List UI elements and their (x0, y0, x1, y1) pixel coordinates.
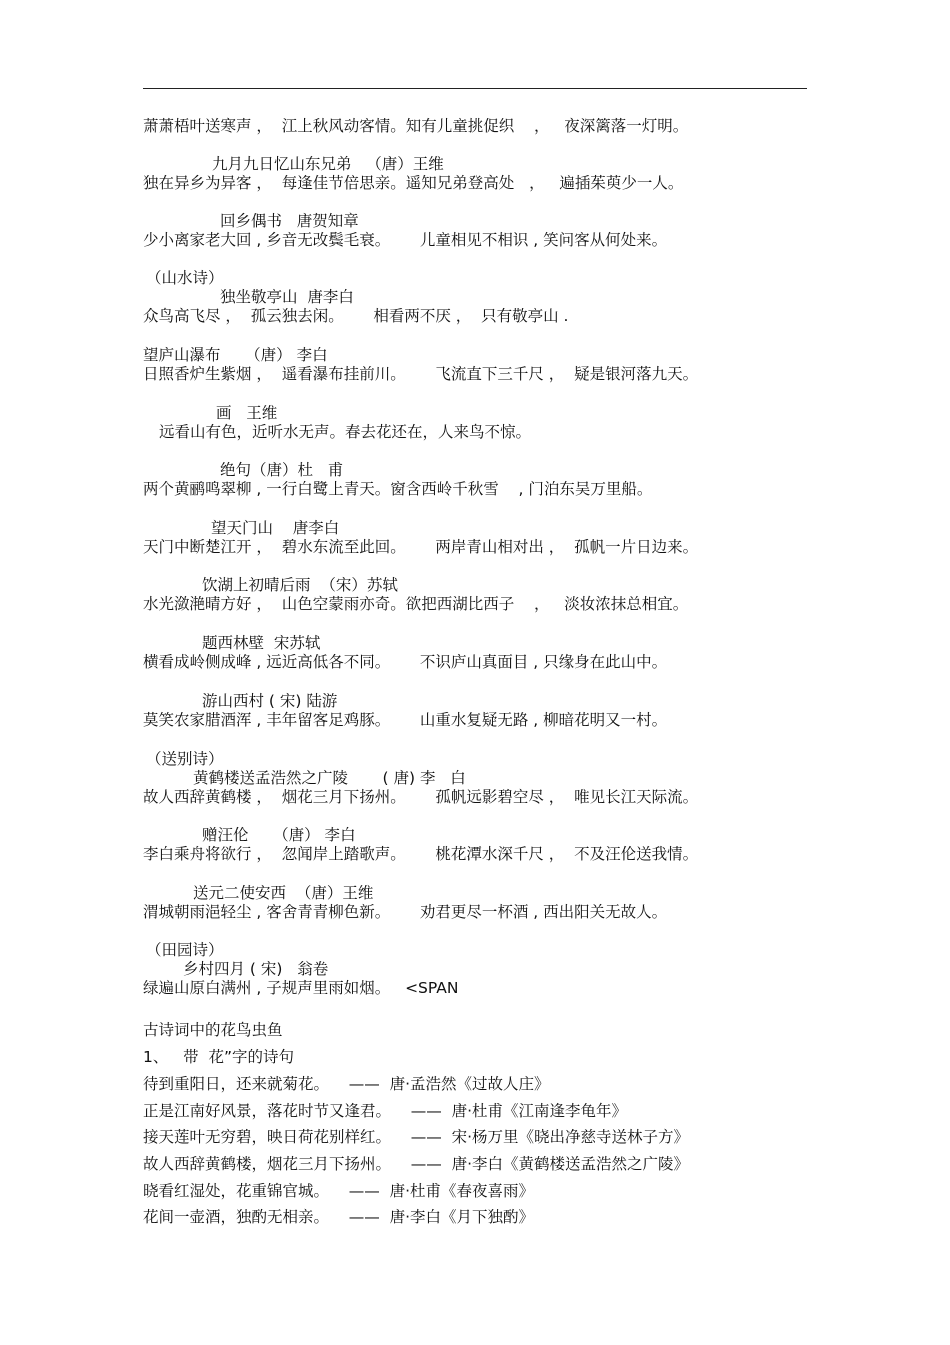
quote-line: 待到重阳日，还来就菊花。 —— 唐·孟浩然《过故人庄》 (143, 1075, 550, 1093)
section-heading: 古诗词中的花鸟虫鱼 (143, 1021, 283, 1039)
poem-line: 渭城朝雨浥轻尘 , 客舍青青柳色新。 劝君更尽一杯酒 , 西出阳关无故人。 (143, 903, 668, 921)
header-rule (143, 88, 807, 89)
quote-line: 正是江南好风景，落花时节又逢君。 —— 唐·杜甫《江南逢李龟年》 (143, 1102, 627, 1120)
section-label: （田园诗） (146, 941, 224, 959)
poem-line: 横看成岭侧成峰 , 远近高低各不同。 不识庐山真面目 , 只缘身在此山中。 (143, 653, 668, 671)
poem-title: 画 王维 (216, 404, 278, 422)
poem-title: 送元二使安西 （唐）王维 (193, 884, 374, 902)
quote-line: 故人西辞黄鹤楼，烟花三月下扬州。 —— 唐·李白《黄鹤楼送孟浩然之广陵》 (143, 1155, 689, 1173)
poem-title: 游山西村 ( 宋) 陆游 (202, 692, 338, 710)
subsection-heading: 1、 带 花”字的诗句 (143, 1048, 295, 1066)
poem-title: 独坐敬亭山 唐李白 (220, 288, 354, 306)
poem-line: 日照香炉生紫烟 ， 遥看瀑布挂前川。 飞流直下三千尺 ， 疑是银河落九天。 (143, 365, 699, 383)
poem-line: 李白乘舟将欲行 ， 忽闻岸上踏歌声。 桃花潭水深千尺 ， 不及汪伦送我情。 (143, 845, 699, 863)
quote-line: 接天莲叶无穷碧，映日荷花别样红。 —— 宋·杨万里《晓出净慈寺送林子方》 (143, 1128, 689, 1146)
poem-title: 望庐山瀑布 （唐） 李白 (143, 346, 328, 364)
section-label: （送别诗） (146, 750, 224, 768)
poem-title: 九月九日忆山东兄弟 （唐）王维 (212, 155, 444, 173)
poem-title: 望天门山 唐李白 (211, 519, 340, 537)
poem-line: 远看山有色，近听水无声。春去花还在，人来鸟不惊。 (159, 423, 532, 441)
poem-title: 黄鹤楼送孟浩然之广陵 ( 唐) 李 白 (193, 769, 466, 787)
poem-title: 绝句（唐）杜 甫 (220, 461, 344, 479)
poem-line: 萧萧梧叶送寒声 ， 江上秋风动客情。知有儿童挑促织 ， 夜深篱落一灯明。 (143, 117, 689, 135)
poem-line: 众鸟高飞尽 ， 孤云独去闲。 相看两不厌 ， 只有敬亭山 . (143, 307, 569, 325)
poem-line: 独在异乡为异客 ， 每逢佳节倍思亲。遥知兄弟登高处 ， 遍插茱萸少一人。 (143, 174, 684, 192)
poem-line: 绿遍山原白满州 , 子规声里雨如烟。 <SPAN (143, 979, 459, 997)
poem-line: 天门中断楚江开 ， 碧水东流至此回。 两岸青山相对出 ， 孤帆一片日边来。 (143, 538, 699, 556)
poem-title: 乡村四月 ( 宋) 翁卷 (183, 960, 329, 978)
poem-title: 题西林壁 宋苏轼 (202, 634, 321, 652)
poem-title: 回乡偶书 唐贺知章 (220, 212, 359, 230)
quote-line: 晓看红湿处，花重锦官城。 —— 唐·杜甫《春夜喜雨》 (143, 1182, 534, 1200)
poem-line: 故人西辞黄鹤楼 ， 烟花三月下扬州。 孤帆远影碧空尽 ， 唯见长江天际流。 (143, 788, 699, 806)
poem-line: 莫笑农家腊酒浑 , 丰年留客足鸡豚。 山重水复疑无路 , 柳暗花明又一村。 (143, 711, 668, 729)
quote-line: 花间一壶酒，独酌无相亲。 —— 唐·李白《月下独酌》 (143, 1208, 534, 1226)
poem-line: 少小离家老大回 , 乡音无改鬓毛衰。 儿童相见不相识 , 笑问客从何处来。 (143, 231, 668, 249)
poem-title: 赠汪伦 （唐） 李白 (202, 826, 356, 844)
section-label: （山水诗） (146, 269, 224, 287)
poem-line: 水光潋滟晴方好 ， 山色空蒙雨亦奇。欲把西湖比西子 ， 淡妆浓抹总相宜。 (143, 595, 689, 613)
poem-title: 饮湖上初晴后雨 （宋）苏轼 (202, 576, 398, 594)
poem-line: 两个黄鹂鸣翠柳 , 一行白鹭上青天。窗含西岭千秋雪 , 门泊东吴万里船。 (143, 480, 653, 498)
